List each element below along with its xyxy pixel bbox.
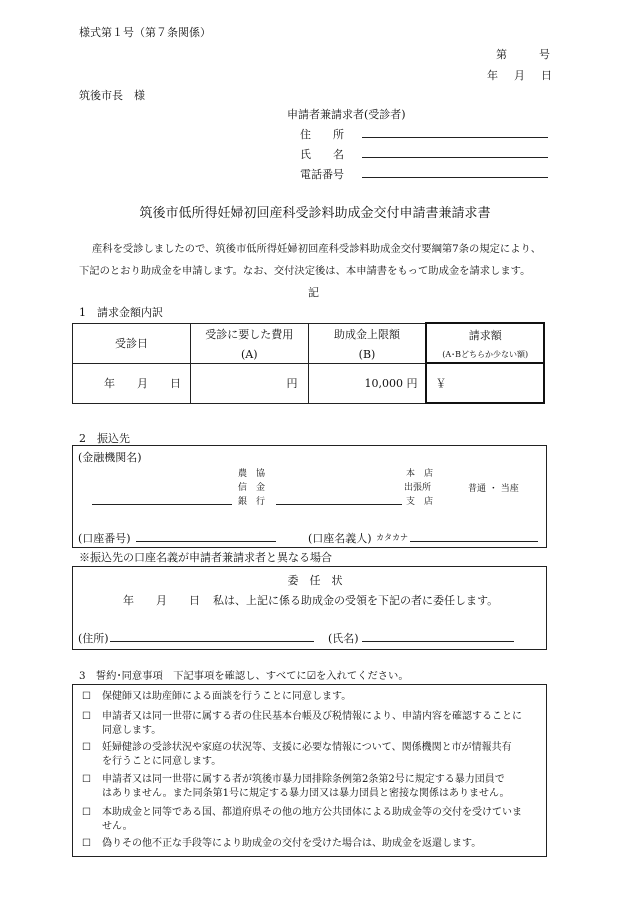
proxy-name-label: (氏名) xyxy=(328,632,359,645)
pledge-item[interactable]: ☐ 妊婦健診の受診状況や家庭の状況等、支援に必要な情報について、関係機関と市が情報共有 を行うことに同意します。 xyxy=(82,742,512,767)
checkbox-icon[interactable]: ☐ xyxy=(82,691,91,702)
checkbox-icon[interactable]: ☐ xyxy=(82,807,91,818)
applicant-heading: 申請者兼請求者(受診者) xyxy=(287,108,406,121)
proxy-name-field[interactable] xyxy=(362,641,514,642)
col-limit: 助成金上限額 (B) xyxy=(308,323,426,363)
limit-cell: 10,000 円 xyxy=(308,363,426,403)
bank-name-field[interactable] xyxy=(92,504,232,505)
katakana-note: カタカナ xyxy=(376,533,408,542)
document-title: 筑後市低所得妊婦初回産科受診料助成金交付申請書兼請求書 xyxy=(139,206,491,221)
checkbox-icon[interactable]: ☐ xyxy=(82,774,91,785)
claim-cell[interactable]: ￥ xyxy=(426,363,544,403)
bank-type-ginko: 銀 行 xyxy=(238,497,266,507)
intro-line-2: 下記のとおり助成金を申請します。なお、交付決定後は、本申請書をもって助成金を請求します。 xyxy=(79,265,531,277)
phone-label: 電話番号 xyxy=(300,168,344,181)
branch-type-shiten: 支 店 xyxy=(406,497,434,507)
phone-field[interactable] xyxy=(362,177,548,178)
checkbox-icon[interactable]: ☐ xyxy=(82,742,91,753)
checkmark-icon: ☑ xyxy=(306,670,316,682)
cost-cell[interactable]: 円 xyxy=(191,363,309,403)
account-holder-field[interactable] xyxy=(410,541,538,542)
intro-line-1: 産科を受診しましたので、筑後市低所得妊婦初回産科受診料助成金交付要綱第7条の規定により、 xyxy=(92,243,542,255)
visit-date-cell[interactable]: 年 月 日 xyxy=(73,363,191,403)
account-number-field[interactable] xyxy=(136,541,276,542)
pledge-item[interactable]: ☐ 申請者又は同一世帯に属する者の住民基本台帳及び税情報により、申請内容を確認することに 同意します。 xyxy=(82,711,522,736)
branch-type-shutchojo: 出張所 xyxy=(404,483,432,493)
form-id: 様式第１号（第７条関係） xyxy=(79,26,211,39)
doc-number-prefix: 第 xyxy=(496,48,507,61)
col-visit-date: 受診日 xyxy=(73,323,191,363)
doc-date-month: 月 xyxy=(514,69,525,82)
checkbox-icon[interactable]: ☐ xyxy=(82,711,91,722)
proxy-address-field[interactable] xyxy=(110,641,314,642)
branch-name-field[interactable] xyxy=(276,504,402,505)
fee-table xyxy=(72,322,545,404)
section2-heading: 2 振込先 xyxy=(79,432,130,445)
address-field[interactable] xyxy=(362,137,548,138)
checkbox-icon[interactable]: ☐ xyxy=(82,838,91,849)
account-type[interactable]: 普通 ・ 当座 xyxy=(468,484,519,494)
account-holder-label: (口座名義人) xyxy=(308,532,372,545)
section3-heading: 3 誓約･同意事項 下記事項を確認し、すべてに☑を入れてください。 xyxy=(79,670,409,682)
account-number-label: (口座番号) xyxy=(78,532,131,545)
bank-type-nokyo: 農 協 xyxy=(238,469,266,479)
name-field[interactable] xyxy=(362,157,548,158)
doc-number-suffix: 号 xyxy=(539,48,550,61)
pledge-item[interactable]: ☐ 偽りその他不正な手段等により助成金の交付を受けた場合は、助成金を返還します。 xyxy=(82,838,482,849)
proxy-date[interactable]: 年 月 日 xyxy=(123,594,200,607)
proxy-text: 私は、上記に係る助成金の受領を下記の者に委任します。 xyxy=(213,594,499,607)
bank-type-shinkin: 信 金 xyxy=(238,483,266,493)
col-claim: 請求額 (A･Bどちらか少ない額) xyxy=(426,323,544,363)
bank-label: (金融機関名) xyxy=(78,451,142,464)
branch-type-honten: 本 店 xyxy=(406,469,434,479)
doc-date-day: 日 xyxy=(541,69,552,82)
name-label: 氏 名 xyxy=(300,148,344,161)
pledge-item[interactable]: ☐ 申請者又は同一世帯に属する者が筑後市暴力団排除条例第2条第2号に規定する暴力団員で はありません。また同条第1号に規定する暴力団又は暴力団員と密接な関係はありません。 xyxy=(82,774,510,799)
addressee: 筑後市長 様 xyxy=(79,89,145,102)
doc-date-year: 年 xyxy=(487,69,498,82)
col-cost: 受診に要した費用 (A) xyxy=(191,323,309,363)
proxy-note: ※振込先の口座名義が申請者兼請求者と異なる場合 xyxy=(79,551,332,564)
pledge-item[interactable]: ☐ 本助成金と同等である国、都道府県その他の地方公共団体による助成金等の交付を受けていま せん。 xyxy=(82,807,522,832)
address-label: 住 所 xyxy=(300,128,344,141)
pledge-item[interactable]: ☐ 保健師又は助産師による面談を行うことに同意します。 xyxy=(82,691,352,702)
section1-heading: 1 請求金額内訳 xyxy=(79,306,163,319)
proxy-address-label: (住所) xyxy=(78,632,109,645)
proxy-title: 委 任 状 xyxy=(287,574,343,587)
ki-mark: 記 xyxy=(308,286,319,299)
